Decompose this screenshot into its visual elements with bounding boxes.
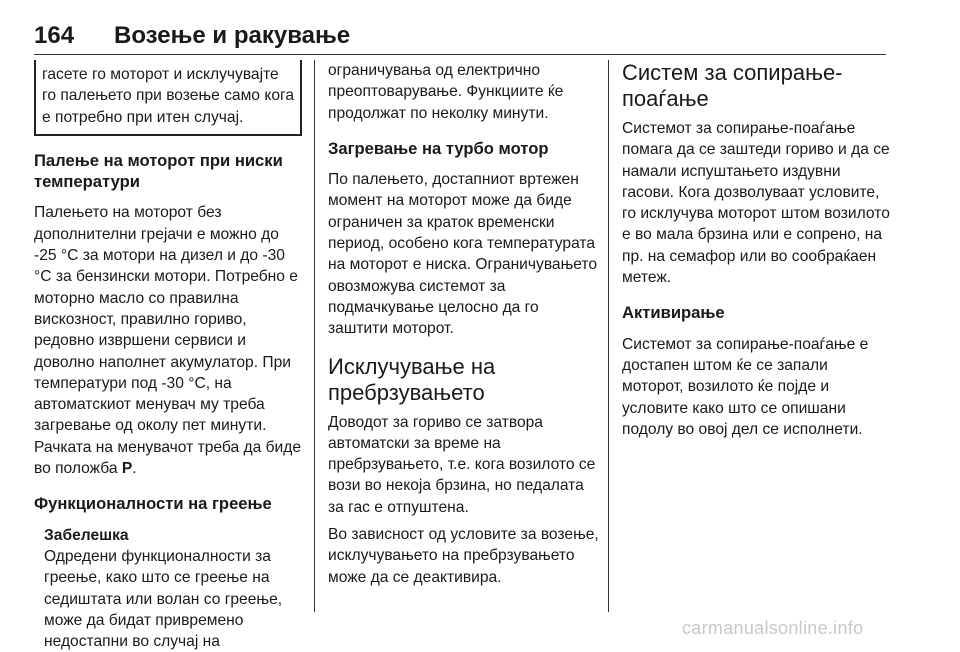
- paragraph-continued: ограничувања од електрично преоптоварување. Функциите ќе продолжат по неколку минути.: [328, 62, 564, 122]
- paragraph-turbo: По палењето, достапниот вртежен момент на моторот може да биде ограничен за краток временски период, особено кога температурата на моторот е ниска. Ограничувањето овозможува системот за подмачкување целосно да го заштити моторот.: [328, 171, 598, 338]
- column-divider: [608, 60, 609, 612]
- paragraph-stop-start: Системот за сопирање-поаѓање помага да се заштеди гориво и да се намали испуштањето издувни гасови. Кога дозволуваат условите, го исклучува моторот штом возилото е во мала брзина или е сопрено, на пр. на семафор или во сообраќаен метеж.: [622, 120, 890, 287]
- heading-overrun: Исклучување на пребрзувањето: [328, 353, 496, 405]
- paragraph-overrun-2: Во зависност од условите за возење, исклучувањето на пребрзувањето може да се деактивира.: [328, 526, 599, 586]
- heading-activation: Активирање: [622, 303, 725, 323]
- column-right: [622, 60, 890, 440]
- paragraph-activation: Системот за сопирање-поаѓање е достапен штом ќе се запали моторот, возилото ќе појде и условите како што се опишани подолу во овој дел се исполнети.: [622, 335, 869, 438]
- heading-cold-start: Палење на моторот при ниски температури: [34, 150, 283, 192]
- heading-turbo: Загревање на турбо мотор: [328, 138, 549, 158]
- column-middle: [328, 60, 600, 588]
- gear-position-label: P: [121, 460, 133, 478]
- header-divider: [34, 54, 886, 55]
- watermark: carmanualsonline.info: [682, 618, 864, 638]
- note-text: Одредени функционалности за греење, како што се греење на седиштата или волан со греење, може да бидат привремено недостапни во случај на: [44, 547, 283, 651]
- paragraph-overrun-1: Доводот за гориво се затвора автоматски за време на пребрзувањето, т.е. кога возилото се вози во некоја брзина, но педалата за гас е отпуштена.: [328, 413, 596, 516]
- note-title: Забелешка: [44, 526, 129, 544]
- page-number: 164: [34, 22, 75, 49]
- page-header: [34, 22, 886, 52]
- paragraph-cold-start: Палењето на моторот без дополнителни грејачи е можно до -25 °C за мотори на дизел и до -30 °C за бензински мотори. Потребно е моторно масло со правилна вискозност, правилно гориво, редовно извршени сервиси и доволно наполнет акумулатор. При температури под -30 °C, на автоматскиот менувач му треба загревање од околу пет минути. Рачката на менувачот треба да биде во положба P.: [34, 204, 301, 478]
- warning-text: гасете го моторот и исклучувајте го палењето при возење само кога е потребно при итен случај.: [42, 66, 295, 126]
- note-block: [34, 525, 302, 652]
- column-divider: [314, 60, 315, 612]
- page-title: Возење и ракување: [114, 22, 351, 49]
- column-left: [34, 60, 302, 652]
- heading-stop-start: Систем за сопирање-поаѓање: [622, 60, 843, 111]
- warning-box: [34, 60, 302, 136]
- heading-heating: Функционалности на греење: [34, 494, 272, 514]
